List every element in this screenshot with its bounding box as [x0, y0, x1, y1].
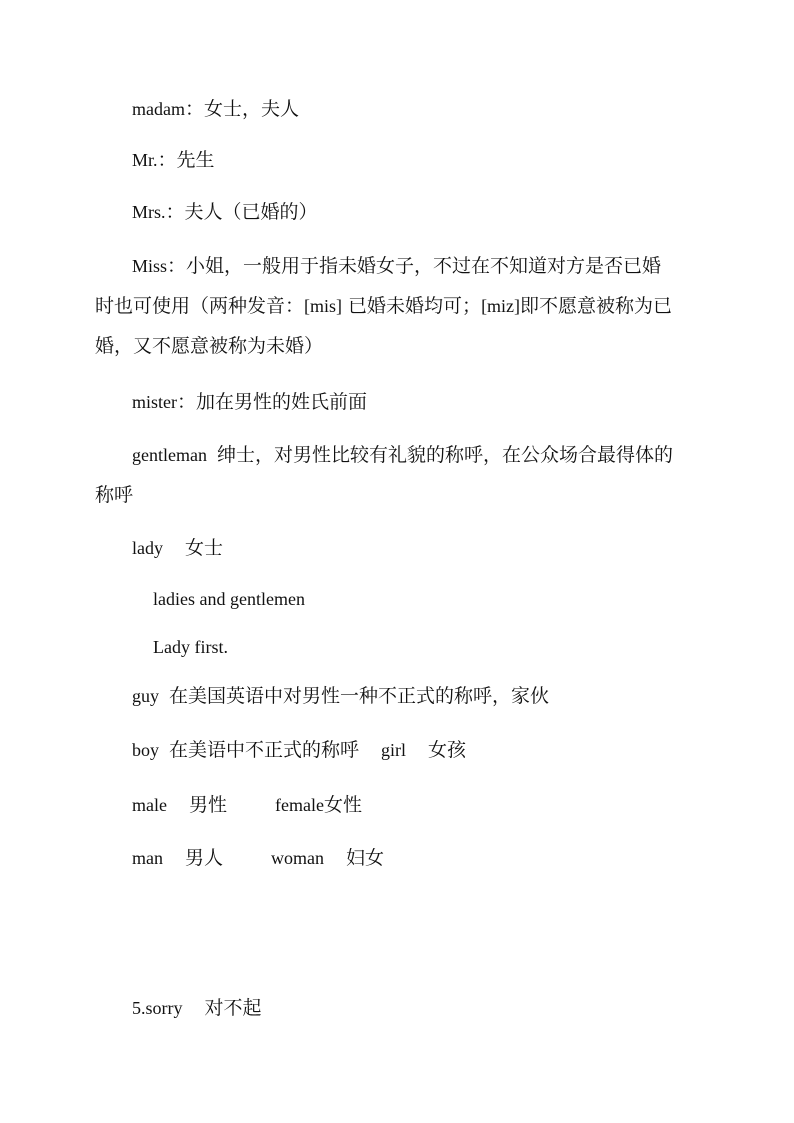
term-girl: girl: [381, 740, 407, 760]
definition-boy: 在美语中不正式的称呼: [169, 739, 360, 761]
example-lady-first: [153, 635, 228, 660]
term-female: female: [275, 795, 324, 815]
definition-man: 男人: [185, 847, 224, 869]
definition-miss-part-3: 婚，又不愿意被称为未婚）: [95, 335, 324, 357]
term-woman: woman: [271, 848, 325, 868]
definition-male: 男性: [188, 794, 227, 816]
entry-miss-line-1: [132, 254, 661, 279]
entry-boy-girl: [132, 738, 466, 763]
entry-lady: [132, 536, 223, 561]
entry-madam: [132, 97, 299, 122]
definition-guy: 在美国英语中对男性一种不正式的称呼，家伙: [169, 685, 550, 707]
term-male: male: [132, 795, 167, 815]
pronunciation-miz: [miz]: [481, 296, 521, 316]
definition-miss-part-2b: 已婚未婚均可；: [342, 295, 482, 317]
term-lady: lady: [132, 538, 163, 558]
definition-gentleman-part-2: 称呼: [95, 484, 134, 506]
term-sorry: 5.sorry: [132, 998, 183, 1018]
entry-mr: [132, 148, 215, 173]
term-mister: mister: [132, 392, 177, 412]
definition-girl: 女孩: [428, 739, 467, 761]
definition-miss-part-1: ：小姐，一般用于指未婚女子，不过在不知道对方是否已婚: [167, 255, 662, 277]
term-miss: Miss: [132, 256, 168, 276]
entry-male-female: [132, 793, 362, 818]
phrase-lady-first: Lady first.: [153, 637, 228, 657]
definition-mister: ：加在男性的姓氏前面: [177, 391, 368, 413]
entry-gentleman-line-1: [132, 443, 673, 468]
entry-miss-line-3: [95, 334, 323, 359]
section-heading-sorry: [132, 996, 262, 1021]
definition-lady: 女士: [185, 537, 224, 559]
phrase-ladies-and-gentlemen: ladies and gentlemen: [153, 589, 305, 609]
definition-gentleman-part-1: 绅士，对男性比较有礼貌的称呼，在公众场合最得体的: [216, 444, 673, 466]
definition-mrs: ：夫人（已婚的）: [165, 201, 318, 223]
term-mr: Mr.: [132, 150, 158, 170]
term-guy: guy: [132, 686, 159, 706]
pronunciation-mis: [mis]: [304, 296, 343, 316]
definition-mr: ：先生: [157, 149, 215, 171]
entry-miss-line-2: [95, 294, 672, 319]
definition-female: 女性: [323, 794, 362, 816]
entry-gentleman-line-2: [95, 483, 133, 508]
term-mrs: Mrs.: [132, 202, 166, 222]
definition-miss-part-2c: 即不愿意被称为已: [520, 295, 673, 317]
definition-madam: ：女士，夫人: [184, 98, 299, 120]
term-boy: boy: [132, 740, 159, 760]
term-madam: madam: [132, 99, 185, 119]
definition-sorry: 对不起: [204, 997, 262, 1019]
entry-man-woman: [132, 846, 384, 871]
entry-guy: [132, 684, 549, 709]
definition-woman: 妇女: [346, 847, 385, 869]
entry-mister: [132, 390, 367, 415]
term-man: man: [132, 848, 163, 868]
definition-miss-part-2a: 时也可使用（两种发音：: [95, 295, 305, 317]
term-gentleman: gentleman: [132, 445, 207, 465]
example-ladies-and-gentlemen: [153, 587, 305, 612]
entry-mrs: [132, 200, 318, 225]
